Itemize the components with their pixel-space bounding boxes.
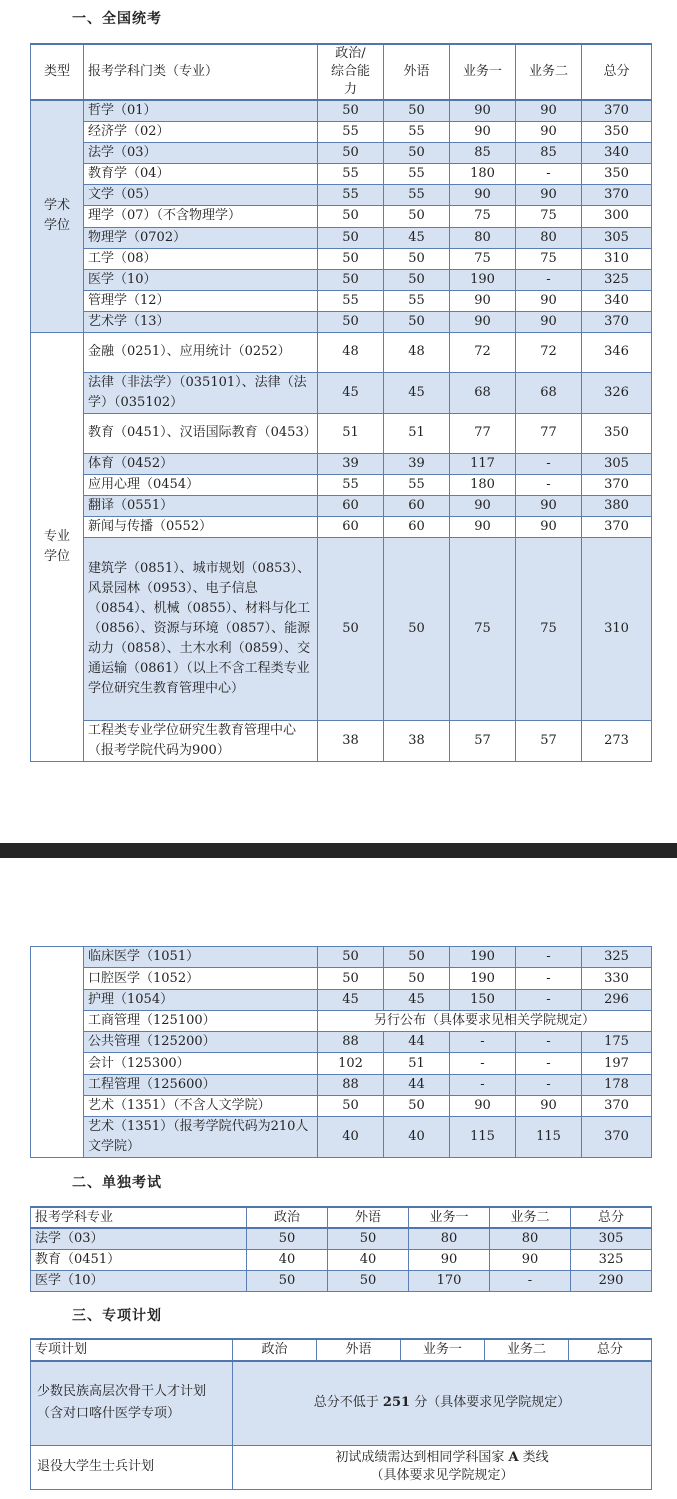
table-row [31, 1117, 652, 1158]
subject-name: 公共管理（125200） [84, 1032, 318, 1053]
header-subject1: 业务一 [450, 44, 516, 100]
total-score: 370 [582, 311, 652, 332]
language-score: 45 [384, 227, 450, 248]
subject-name: 艺术（1351）（报考学院代码为210人文学院） [84, 1117, 318, 1158]
politics-score: 51 [318, 413, 384, 453]
total-score: 326 [582, 372, 652, 413]
subject-name: 会计（125300） [84, 1053, 318, 1075]
subject2-score: 75 [516, 205, 582, 227]
subject1-score: 77 [450, 413, 516, 453]
table-row [31, 1249, 652, 1270]
separate-exam-table [30, 1206, 652, 1292]
subject-name: 哲学（01） [84, 100, 318, 121]
subject2-score: - [516, 1075, 582, 1096]
subject1-score: 80 [450, 227, 516, 248]
subject2-score: - [516, 474, 582, 495]
total-score: 325 [571, 1249, 652, 1270]
language-score: 51 [384, 413, 450, 453]
language-score: 38 [384, 720, 450, 761]
subject2-score: - [516, 1032, 582, 1053]
requirement-text-pre: 总分不低于 [313, 1395, 383, 1411]
subject-name: 艺术（1351）（不含人文学院） [84, 1096, 318, 1117]
subject2-score: 75 [516, 537, 582, 720]
total-score: 370 [582, 184, 652, 205]
merged-note: 另行公布（具体要求见相关学院规定） [318, 1011, 652, 1032]
subject1-score: 80 [409, 1228, 490, 1249]
subject-name: 法学（03） [31, 1228, 247, 1249]
subject-name: 医学（10） [84, 269, 318, 290]
subject-name: 工商管理（125100） [84, 1011, 318, 1032]
table-row [31, 227, 652, 248]
subject1-score: 72 [450, 332, 516, 372]
language-score: 50 [384, 205, 450, 227]
language-score: 50 [384, 968, 450, 990]
header-subject: 报考学科专业 [31, 1207, 247, 1228]
total-score: 273 [582, 720, 652, 761]
table-row [31, 495, 652, 516]
plan-name: 少数民族高层次骨干人才计划（含对口喀什医学专项） [31, 1361, 233, 1445]
total-score: 340 [582, 142, 652, 163]
requirement-note: （具体要求见学院规定） [370, 1468, 514, 1483]
language-score: 60 [384, 495, 450, 516]
total-score: 370 [582, 1096, 652, 1117]
politics-score: 48 [318, 332, 384, 372]
subject1-score: - [450, 1032, 516, 1053]
subject1-score: 75 [450, 537, 516, 720]
subject2-score: 90 [516, 1096, 582, 1117]
total-score: 370 [582, 100, 652, 121]
header-language: 外语 [328, 1207, 409, 1228]
politics-score: 55 [318, 121, 384, 142]
subject1-score: 90 [450, 100, 516, 121]
politics-score: 50 [318, 311, 384, 332]
special-plan-row [31, 1445, 652, 1489]
politics-score: 50 [318, 100, 384, 121]
subject-name: 法律（非法学）（035101）、法律（法学）（035102） [84, 372, 318, 413]
subject2-score: 90 [516, 100, 582, 121]
header-subject1: 业务一 [409, 1207, 490, 1228]
politics-score: 55 [318, 163, 384, 184]
subject-name: 法学（03） [84, 142, 318, 163]
plan-requirement [233, 1361, 652, 1445]
politics-score: 50 [247, 1228, 328, 1249]
subject1-score: - [450, 1053, 516, 1075]
table-row [31, 453, 652, 474]
subject-name: 临床医学（1051） [84, 947, 318, 968]
table-row [31, 413, 652, 453]
total-score: 370 [582, 1117, 652, 1158]
subject2-score: 85 [516, 142, 582, 163]
subject-name: 教育学（04） [84, 163, 318, 184]
subject-name: 医学（10） [31, 1270, 247, 1291]
subject1-score: 90 [450, 495, 516, 516]
subject1-score: 190 [450, 968, 516, 990]
table-row [31, 537, 652, 720]
subject1-score: 90 [450, 121, 516, 142]
language-score: 50 [328, 1228, 409, 1249]
subject2-score: - [516, 1053, 582, 1075]
subject-name: 新闻与传播（0552） [84, 516, 318, 537]
subject2-score: - [516, 947, 582, 968]
total-score: 305 [582, 227, 652, 248]
subject2-score: 90 [516, 311, 582, 332]
subject1-score: 85 [450, 142, 516, 163]
category-professional: 专业学位 [31, 332, 84, 761]
special-plan-row [31, 1361, 652, 1445]
subject-name: 工程管理（125600） [84, 1075, 318, 1096]
subject2-score: 90 [516, 516, 582, 537]
politics-score: 88 [318, 1075, 384, 1096]
header-plan: 专项计划 [31, 1339, 233, 1361]
subject2-score: 77 [516, 413, 582, 453]
politics-score: 60 [318, 495, 384, 516]
table-row [31, 163, 652, 184]
table-row [31, 474, 652, 495]
language-score: 50 [384, 1096, 450, 1117]
subject-name: 翻译（0551） [84, 495, 318, 516]
subject2-score: - [516, 990, 582, 1011]
subject-name: 艺术学（13） [84, 311, 318, 332]
requirement-grade: A [508, 1450, 519, 1465]
subject2-score: - [516, 968, 582, 990]
subject-name: 经济学（02） [84, 121, 318, 142]
subject1-score: 115 [450, 1117, 516, 1158]
politics-score: 55 [318, 184, 384, 205]
language-score: 39 [384, 453, 450, 474]
requirement-text-post: 分（具体要求见学院规定） [410, 1395, 571, 1411]
language-score: 50 [384, 100, 450, 121]
language-score: 50 [384, 269, 450, 290]
subject1-score: 180 [450, 163, 516, 184]
total-score: 300 [582, 205, 652, 227]
subject1-score: 90 [409, 1249, 490, 1270]
category-cell [31, 947, 84, 1158]
table-row [31, 947, 652, 968]
subject1-score: 170 [409, 1270, 490, 1291]
politics-score: 40 [247, 1249, 328, 1270]
plan-name: 退役大学生士兵计划 [31, 1445, 233, 1489]
subject2-score: 72 [516, 332, 582, 372]
subject-name: 物理学（0702） [84, 227, 318, 248]
subject2-score: - [490, 1270, 571, 1291]
total-score: 310 [582, 537, 652, 720]
header-subject2: 业务二 [485, 1339, 569, 1361]
language-score: 45 [384, 990, 450, 1011]
language-score: 40 [384, 1117, 450, 1158]
section-title-separate: 二、单独考试 [72, 1175, 162, 1191]
national-exam-table-continued [30, 946, 652, 1158]
table-row [31, 1228, 652, 1249]
total-score: 197 [582, 1053, 652, 1075]
total-score: 178 [582, 1075, 652, 1096]
header-total: 总分 [569, 1339, 652, 1361]
header-politics: 政治 [233, 1339, 317, 1361]
total-score: 350 [582, 121, 652, 142]
language-score: 50 [384, 248, 450, 269]
subject1-score: 90 [450, 516, 516, 537]
language-score: 55 [384, 184, 450, 205]
header-language: 外语 [317, 1339, 401, 1361]
category-academic: 学术学位 [31, 100, 84, 332]
header-total: 总分 [582, 44, 652, 100]
table-row [31, 311, 652, 332]
table-row [31, 990, 652, 1011]
subject-name: 应用心理（0454） [84, 474, 318, 495]
subject-name: 教育（0451） [31, 1249, 247, 1270]
subject1-score: 90 [450, 184, 516, 205]
header-subject: 报考学科门类（专业） [84, 44, 318, 100]
politics-score: 55 [318, 474, 384, 495]
total-score: 330 [582, 968, 652, 990]
subject1-score: - [450, 1075, 516, 1096]
politics-score: 60 [318, 516, 384, 537]
table-row [31, 1096, 652, 1117]
subject-name: 管理学（12） [84, 290, 318, 311]
table-header-row [31, 1207, 652, 1228]
total-score: 370 [582, 516, 652, 537]
section-title-special: 三、专项计划 [72, 1308, 162, 1324]
subject-name: 体育（0452） [84, 453, 318, 474]
politics-score: 55 [318, 290, 384, 311]
language-score: 48 [384, 332, 450, 372]
plan-requirement [233, 1445, 652, 1489]
total-score: 380 [582, 495, 652, 516]
subject-name: 建筑学（0851）、城市规划（0853）、风景园林（0953）、电子信息（0854）、机械（0855）、材料与化工（0856）、资源与环境（0857）、能源动力（0858）、土木水利（0859）、交通运输（0861）（以上不含工程类专业学位研究生教育管理中心） [84, 537, 318, 720]
subject2-score: 90 [516, 184, 582, 205]
table-row [31, 720, 652, 761]
total-score: 290 [571, 1270, 652, 1291]
total-score: 175 [582, 1032, 652, 1053]
requirement-text-post: 类线 [518, 1450, 549, 1465]
language-score: 50 [384, 537, 450, 720]
language-score: 51 [384, 1053, 450, 1075]
language-score: 44 [384, 1032, 450, 1053]
table-row [31, 1053, 652, 1075]
subject-name: 护理（1054） [84, 990, 318, 1011]
language-score: 44 [384, 1075, 450, 1096]
table-row [31, 1011, 652, 1032]
subject2-score: 90 [516, 290, 582, 311]
subject1-score: 90 [450, 311, 516, 332]
language-score: 55 [384, 163, 450, 184]
subject1-score: 75 [450, 248, 516, 269]
politics-score: 45 [318, 372, 384, 413]
politics-score: 50 [247, 1270, 328, 1291]
language-score: 45 [384, 372, 450, 413]
page-break-bar [0, 843, 677, 858]
subject1-score: 75 [450, 205, 516, 227]
header-subject2: 业务二 [490, 1207, 571, 1228]
subject2-score: 90 [516, 121, 582, 142]
subject-name: 金融（0251）、应用统计（0252） [84, 332, 318, 372]
total-score: 310 [582, 248, 652, 269]
total-score: 305 [571, 1228, 652, 1249]
header-language: 外语 [384, 44, 450, 100]
total-score: 340 [582, 290, 652, 311]
total-score: 350 [582, 413, 652, 453]
table-row [31, 332, 652, 372]
politics-score: 50 [318, 142, 384, 163]
requirement-text-pre: 初试成绩需达到相同学科国家 [335, 1450, 509, 1465]
section-title-national: 一、全国统考 [72, 11, 162, 27]
language-score: 50 [384, 311, 450, 332]
subject1-score: 57 [450, 720, 516, 761]
politics-score: 50 [318, 1096, 384, 1117]
header-subject1: 业务一 [401, 1339, 485, 1361]
subject1-score: 180 [450, 474, 516, 495]
subject-name: 理学（07）（不含物理学） [84, 205, 318, 227]
subject1-score: 117 [450, 453, 516, 474]
total-score: 296 [582, 990, 652, 1011]
subject2-score: 80 [516, 227, 582, 248]
subject1-score: 68 [450, 372, 516, 413]
subject2-score: - [516, 453, 582, 474]
subject-name: 工学（08） [84, 248, 318, 269]
subject1-score: 90 [450, 1096, 516, 1117]
table-row [31, 100, 652, 121]
politics-score: 45 [318, 990, 384, 1011]
language-score: 50 [384, 142, 450, 163]
header-total: 总分 [571, 1207, 652, 1228]
requirement-score: 251 [382, 1395, 411, 1411]
table-row [31, 269, 652, 290]
language-score: 55 [384, 474, 450, 495]
table-row [31, 1270, 652, 1291]
politics-score: 50 [318, 248, 384, 269]
language-score: 55 [384, 290, 450, 311]
politics-score: 50 [318, 947, 384, 968]
special-plan-table [30, 1338, 652, 1490]
table-row [31, 968, 652, 990]
subject-name: 口腔医学（1052） [84, 968, 318, 990]
total-score: 370 [582, 474, 652, 495]
politics-score: 50 [318, 269, 384, 290]
language-score: 40 [328, 1249, 409, 1270]
table-row [31, 121, 652, 142]
politics-score: 38 [318, 720, 384, 761]
politics-score: 50 [318, 537, 384, 720]
politics-score: 39 [318, 453, 384, 474]
table-row [31, 372, 652, 413]
subject-name: 工程类专业学位研究生教育管理中心（报考学院代码为900） [84, 720, 318, 761]
subject-name: 文学（05） [84, 184, 318, 205]
total-score: 350 [582, 163, 652, 184]
subject2-score: - [516, 269, 582, 290]
subject-name: 教育（0451）、汉语国际教育（0453） [84, 413, 318, 453]
subject2-score: 68 [516, 372, 582, 413]
subject1-score: 150 [450, 990, 516, 1011]
politics-score: 88 [318, 1032, 384, 1053]
subject2-score: 75 [516, 248, 582, 269]
header-subject2: 业务二 [516, 44, 582, 100]
subject1-score: 90 [450, 290, 516, 311]
subject2-score: 80 [490, 1228, 571, 1249]
politics-score: 50 [318, 968, 384, 990]
politics-score: 40 [318, 1117, 384, 1158]
table-row [31, 248, 652, 269]
header-politics: 政治 [247, 1207, 328, 1228]
language-score: 50 [384, 947, 450, 968]
total-score: 305 [582, 453, 652, 474]
language-score: 60 [384, 516, 450, 537]
politics-score: 50 [318, 205, 384, 227]
table-row [31, 516, 652, 537]
subject2-score: - [516, 163, 582, 184]
header-type: 类型 [31, 44, 84, 100]
subject1-score: 190 [450, 947, 516, 968]
subject2-score: 90 [490, 1249, 571, 1270]
language-score: 50 [328, 1270, 409, 1291]
total-score: 325 [582, 269, 652, 290]
subject2-score: 115 [516, 1117, 582, 1158]
national-exam-table [30, 43, 652, 762]
header-politics: 政治/综合能力 [318, 44, 384, 100]
total-score: 346 [582, 332, 652, 372]
table-row [31, 205, 652, 227]
subject2-score: 57 [516, 720, 582, 761]
subject2-score: 90 [516, 495, 582, 516]
politics-score: 102 [318, 1053, 384, 1075]
table-row [31, 142, 652, 163]
subject1-score: 190 [450, 269, 516, 290]
total-score: 325 [582, 947, 652, 968]
table-row [31, 184, 652, 205]
language-score: 55 [384, 121, 450, 142]
table-row [31, 1075, 652, 1096]
politics-score: 50 [318, 227, 384, 248]
table-row [31, 1032, 652, 1053]
table-row [31, 290, 652, 311]
table-header-row [31, 1339, 652, 1361]
table-header-row [31, 44, 652, 100]
